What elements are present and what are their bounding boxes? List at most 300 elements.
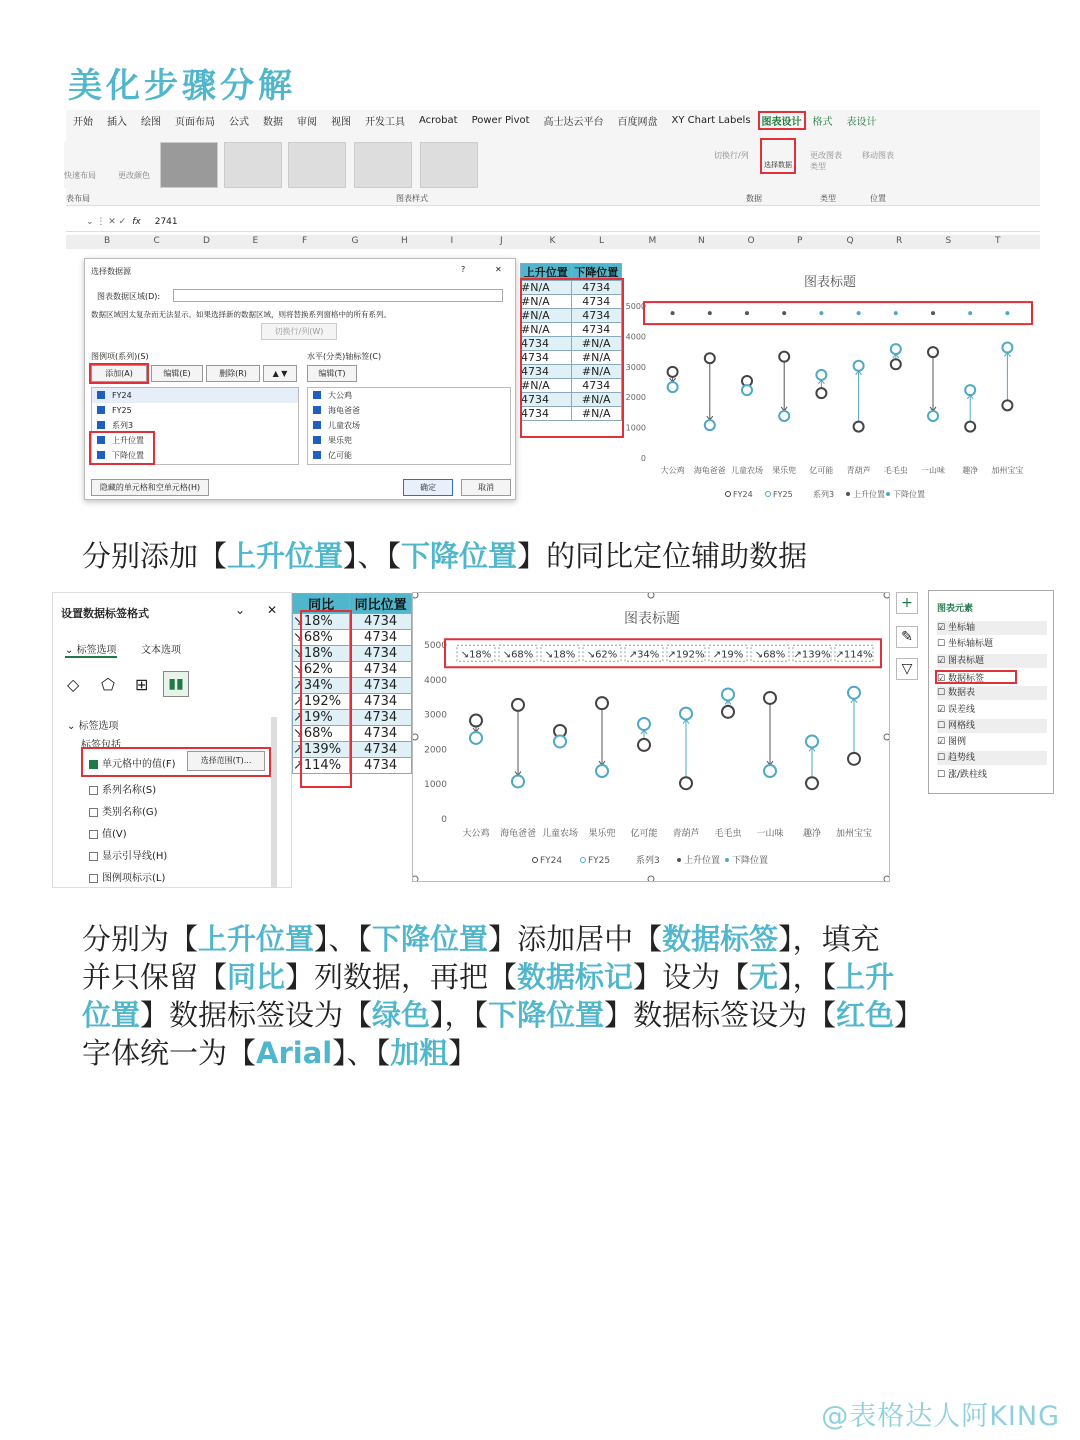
table-cell[interactable]: #N/A: [521, 281, 572, 295]
fy24-point[interactable]: [638, 739, 650, 751]
caption-1: 分别添加【上升位置】、【下降位置】的同比定位辅助数据: [82, 539, 808, 573]
caption-segment: 绿色: [372, 998, 431, 1032]
ribbon-tabs: [66, 110, 1040, 130]
column-header[interactable]: R: [896, 236, 903, 246]
y-tick-label: 1000: [424, 780, 447, 791]
caption-segment: 下降位置: [488, 998, 605, 1032]
fy24-point[interactable]: [965, 422, 975, 432]
x-tick-label: 果乐兜: [588, 829, 616, 839]
checkbox-icon[interactable]: ☐: [937, 639, 948, 650]
chevron-down-icon[interactable]: ⌄: [235, 603, 246, 617]
help-icon[interactable]: ?: [461, 265, 466, 274]
series-item[interactable]: 下降位置: [92, 448, 298, 463]
checkbox-icon[interactable]: [89, 830, 98, 839]
table-header: 上升位置: [521, 264, 572, 281]
table-cell[interactable]: ↗34%: [293, 678, 350, 694]
table-cell[interactable]: 4734: [521, 393, 572, 407]
table-cell[interactable]: #N/A: [571, 393, 622, 407]
column-header[interactable]: O: [747, 236, 755, 246]
legend-item[interactable]: 下降位置: [893, 490, 925, 499]
table-cell[interactable]: ↘68%: [293, 630, 350, 646]
table-cell[interactable]: #N/A: [521, 309, 572, 323]
category-item[interactable]: 海龟爸爸: [308, 403, 510, 418]
fy25-point[interactable]: [779, 411, 789, 421]
label-option-checkbox[interactable]: [89, 847, 167, 862]
yoy-data-label[interactable]: ↗114%: [835, 649, 873, 661]
close-icon[interactable]: ✕: [495, 265, 502, 274]
fy25-point[interactable]: [764, 765, 776, 777]
label-option-text: 值(V): [102, 829, 127, 840]
table-cell[interactable]: 4734: [350, 662, 412, 678]
table-cell[interactable]: #N/A: [521, 323, 572, 337]
chart-style-1[interactable]: [160, 142, 218, 188]
resize-handle[interactable]: [884, 734, 890, 740]
category-item[interactable]: 大公鸡: [308, 388, 510, 403]
ribbon-tab[interactable]: 审阅: [297, 116, 317, 128]
effects-icon[interactable]: ⬠: [101, 675, 115, 694]
column-header[interactable]: N: [698, 236, 705, 246]
select-data-button[interactable]: 选择数据: [760, 138, 796, 174]
fy24-point[interactable]: [596, 697, 608, 709]
y-tick-label: 5000: [625, 302, 646, 311]
checkbox-icon[interactable]: [89, 786, 98, 795]
chart-title[interactable]: 图表标题: [803, 275, 857, 290]
table-cell[interactable]: ↘18%: [293, 614, 350, 630]
caption-line: [82, 1034, 1062, 1072]
label-contains: 标签包括: [81, 740, 121, 751]
table-cell[interactable]: #N/A: [571, 351, 622, 365]
down-position-point[interactable]: [708, 311, 712, 315]
chart-title[interactable]: 图表标题: [624, 611, 680, 627]
chart-element-item[interactable]: [935, 670, 1017, 684]
fy25-point[interactable]: [848, 687, 860, 699]
series-item[interactable]: FY24: [92, 388, 298, 403]
caption-segment: 上升: [836, 960, 895, 994]
caption-2: [82, 920, 1062, 1072]
fy24-point[interactable]: [779, 352, 789, 362]
table-cell[interactable]: ↘62%: [293, 662, 350, 678]
switch-row-col-button[interactable]: 切换行/列(W): [261, 323, 337, 340]
ribbon-tab[interactable]: 页面布局: [175, 116, 215, 128]
checkbox-checked-icon[interactable]: ☑: [937, 737, 948, 748]
chart-2[interactable]: [412, 592, 890, 882]
group-label-data: 数据: [746, 194, 762, 203]
down-position-point[interactable]: [671, 311, 675, 315]
legend-marker: [677, 858, 681, 862]
up-position-point[interactable]: [857, 311, 861, 315]
column-header[interactable]: J: [500, 236, 503, 246]
table-header: 同比: [293, 594, 350, 614]
fy24-point[interactable]: [1002, 400, 1012, 410]
legend-item[interactable]: 下降位置: [732, 856, 769, 866]
legend-marker: [533, 858, 538, 863]
hidden-cells-button[interactable]: 隐藏的单元格和空单元格(H): [91, 479, 209, 496]
delete-series-button[interactable]: 删除(R): [206, 365, 260, 382]
yoy-data-label[interactable]: ↘68%: [754, 649, 786, 661]
legend-item[interactable]: FY24: [733, 490, 753, 499]
checkbox-icon[interactable]: ☐: [937, 720, 948, 731]
change-colors-button[interactable]: 更改颜色: [118, 142, 158, 188]
fy24-point[interactable]: [848, 753, 860, 765]
y-tick-label: 3000: [424, 710, 447, 721]
x-tick-label: 儿童农场: [731, 466, 763, 475]
ribbon-tab[interactable]: XY Chart Labels: [671, 114, 751, 126]
fy24-point[interactable]: [470, 715, 482, 727]
chart-styles-brush-icon[interactable]: ✎: [896, 626, 918, 648]
table-cell[interactable]: 4734: [521, 351, 572, 365]
fy24-point[interactable]: [512, 699, 524, 711]
aux-table-1: [520, 263, 622, 421]
caption-segment: 】列数据，再把【: [285, 960, 518, 994]
column-header[interactable]: E: [252, 236, 259, 246]
ok-button[interactable]: 确定: [403, 479, 453, 496]
fy24-point[interactable]: [668, 367, 678, 377]
caption-segment: 下降位置: [372, 922, 489, 956]
cancel-button[interactable]: 取消: [461, 479, 511, 496]
select-range-button[interactable]: 选择范围(T)...: [187, 751, 265, 771]
x-tick-label: 毛毛虫: [714, 829, 742, 839]
up-position-point[interactable]: [894, 311, 898, 315]
fy25-point[interactable]: [1002, 343, 1012, 353]
excel-ribbon: [66, 110, 1040, 206]
chart-style-2[interactable]: [224, 142, 282, 188]
highlight-add: [89, 363, 149, 384]
caption-segment: 位置: [82, 998, 141, 1032]
down-position-point[interactable]: [931, 311, 935, 315]
yoy-data-label[interactable]: ↘18%: [460, 649, 492, 661]
close-icon[interactable]: ✕: [267, 603, 278, 617]
label-option-checkbox[interactable]: [89, 803, 158, 818]
legend-item[interactable]: 系列3: [813, 490, 835, 499]
chart-element-label: 网格线: [947, 720, 975, 731]
table-cell[interactable]: 4734: [350, 614, 412, 630]
chart-filter-icon[interactable]: ▽: [896, 658, 918, 680]
label-option-text: 图例项标示(L): [102, 873, 166, 884]
resize-handle[interactable]: [884, 876, 890, 882]
resize-handle[interactable]: [412, 876, 418, 882]
legend-item[interactable]: FY25: [773, 490, 793, 499]
resize-handle[interactable]: [412, 592, 418, 598]
table-cell[interactable]: 4734: [350, 646, 412, 662]
table-cell[interactable]: #N/A: [571, 337, 622, 351]
checkbox-checked-icon[interactable]: ☑: [937, 623, 948, 633]
y-tick-label: 2000: [625, 393, 646, 403]
ribbon-tab[interactable]: Power Pivot: [471, 114, 530, 126]
fy25-point[interactable]: [470, 732, 482, 744]
table-cell[interactable]: 4734: [350, 630, 412, 646]
x-tick-label: 果乐兜: [772, 466, 797, 475]
switch-row-col-button[interactable]: 切换行/列: [714, 151, 749, 160]
ribbon-tab[interactable]: 高士达云平台: [543, 116, 604, 128]
legend-item[interactable]: 上升位置: [684, 856, 721, 866]
table-cell[interactable]: #N/A: [571, 365, 622, 379]
table-cell[interactable]: ↘68%: [293, 726, 350, 742]
chart-element-label: 图表标题: [947, 655, 984, 666]
quick-layout-button[interactable]: 快速布局: [64, 142, 114, 188]
fy25-point[interactable]: [668, 382, 678, 392]
chart-style-3[interactable]: [288, 142, 346, 188]
fy24-point[interactable]: [854, 422, 864, 432]
column-header[interactable]: P: [797, 236, 803, 246]
fy25-point[interactable]: [891, 344, 901, 354]
up-position-point[interactable]: [819, 311, 823, 315]
fy24-point[interactable]: [722, 706, 734, 718]
range-input[interactable]: [173, 289, 503, 302]
fy24-point[interactable]: [816, 388, 826, 398]
column-header[interactable]: M: [648, 236, 657, 246]
fy25-point[interactable]: [705, 420, 715, 430]
x-tick-label: 一山味: [756, 829, 784, 839]
caption-segment: 】: [894, 998, 924, 1032]
tab-text-options[interactable]: 文本选项: [141, 645, 181, 656]
fy25-point[interactable]: [512, 775, 524, 787]
value-from-cells-checkbox[interactable]: 单元格中的值(F): [89, 755, 176, 770]
fy25-point[interactable]: [816, 370, 826, 380]
table-cell[interactable]: 4734: [521, 337, 572, 351]
label-option-text: 类别名称(G): [102, 807, 158, 818]
fy25-point[interactable]: [554, 735, 566, 747]
caption-segment: 红色: [836, 998, 895, 1032]
fy24-point[interactable]: [680, 777, 692, 789]
chart-element-item[interactable]: [937, 751, 1047, 765]
caption-segment: 】，填充: [778, 922, 880, 956]
size-icon[interactable]: ⊞: [135, 675, 149, 694]
table-cell[interactable]: 4734: [571, 309, 622, 323]
y-tick-label: 3000: [625, 362, 646, 372]
x-tick-label: 一山味: [921, 466, 945, 475]
category-item[interactable]: 儿童农场: [308, 418, 510, 433]
yoy-data-label[interactable]: ↘18%: [544, 649, 576, 661]
label-options-icon[interactable]: ▮▮: [163, 671, 189, 697]
x-tick-label: 海龟爸爸: [693, 466, 726, 475]
resize-handle[interactable]: [412, 734, 418, 740]
table-cell[interactable]: 4734: [350, 742, 412, 758]
ribbon-tab[interactable]: 视图: [331, 116, 351, 128]
table-cell[interactable]: ↘18%: [293, 646, 350, 662]
highlight-aux-table-1: [520, 278, 624, 438]
ribbon-tab[interactable]: 表设计: [846, 116, 877, 128]
column-header[interactable]: L: [599, 236, 605, 246]
chart-element-item[interactable]: [937, 735, 1047, 749]
legend-item[interactable]: FY24: [540, 856, 563, 866]
column-header[interactable]: H: [401, 236, 408, 246]
table-cell[interactable]: 4734: [571, 281, 622, 295]
y-tick-label: 4000: [424, 675, 447, 686]
ribbon-tab[interactable]: Acrobat: [419, 114, 458, 126]
fy25-point[interactable]: [722, 688, 734, 700]
checkbox-icon[interactable]: ☐: [937, 688, 948, 699]
chart-element-item[interactable]: [937, 637, 1047, 651]
chart-element-item[interactable]: [937, 719, 1047, 733]
up-position-point[interactable]: [1005, 311, 1009, 315]
label-option-checkbox[interactable]: [89, 869, 165, 884]
table-cell[interactable]: 4734: [350, 694, 412, 710]
move-series-buttons[interactable]: ▲ ▼: [263, 365, 297, 382]
ribbon-tab[interactable]: 开发工具: [365, 116, 405, 128]
column-header[interactable]: S: [945, 236, 952, 246]
change-chart-type-button[interactable]: 更改图表类型: [810, 151, 842, 171]
chart-element-item[interactable]: [937, 621, 1047, 635]
yoy-data-label[interactable]: ↘62%: [586, 649, 618, 661]
tab-label-options[interactable]: ⌄ 标签选项: [65, 641, 117, 658]
section-label-options[interactable]: ⌄ 标签选项: [67, 721, 119, 732]
resize-handle[interactable]: [648, 592, 654, 598]
chart-elements-title: 图表元素: [937, 604, 974, 614]
table-cell[interactable]: 4734: [521, 365, 572, 379]
edit-axis-button[interactable]: 编辑(T): [307, 365, 357, 382]
table-cell[interactable]: ↗139%: [293, 742, 350, 758]
caption-segment: 分别为【: [82, 922, 199, 956]
up-position-point[interactable]: [968, 311, 972, 315]
fy25-point[interactable]: [928, 411, 938, 421]
column-header[interactable]: Q: [846, 236, 854, 246]
legend-item[interactable]: 上升位置: [853, 490, 885, 499]
fy24-point[interactable]: [891, 359, 901, 369]
fy25-point[interactable]: [742, 385, 752, 395]
chart-element-item[interactable]: [937, 768, 1047, 782]
dialog-note: 数据区域因太复杂而无法显示。如果选择新的数据区域，则将替换系列窗格中的所有系列。: [91, 310, 391, 319]
checkbox-icon[interactable]: [89, 852, 98, 861]
table-cell[interactable]: #N/A: [571, 407, 622, 421]
yoy-data-label[interactable]: ↘68%: [502, 649, 534, 661]
ribbon-tab[interactable]: 绘图: [141, 116, 161, 128]
y-tick-label: 2000: [424, 745, 447, 756]
fy24-point[interactable]: [705, 353, 715, 363]
fy25-point[interactable]: [806, 735, 818, 747]
move-chart-button[interactable]: 移动图表: [862, 151, 894, 160]
legend-marker: [581, 858, 586, 863]
ribbon-tab[interactable]: 插入: [107, 116, 127, 128]
chart-element-label: 坐标轴: [947, 623, 975, 633]
formula-input[interactable]: 2741: [154, 216, 178, 227]
ribbon-tab[interactable]: 公式: [229, 116, 249, 128]
table-cell[interactable]: 4734: [350, 726, 412, 742]
fy24-point[interactable]: [764, 692, 776, 704]
checkbox-checked-icon[interactable]: ☑: [937, 673, 948, 684]
checkbox-icon[interactable]: [89, 874, 98, 883]
ribbon-tab[interactable]: 数据: [263, 116, 283, 128]
label-option-checkbox[interactable]: [89, 825, 127, 840]
group-label-position: 位置: [870, 194, 886, 203]
scrollbar[interactable]: [271, 717, 277, 887]
caption-segment: 数据标签: [662, 922, 779, 956]
caption-segment: 】，【: [778, 960, 837, 994]
category-item[interactable]: 果乐兜: [308, 433, 510, 448]
fy25-point[interactable]: [854, 361, 864, 371]
chart-style-4[interactable]: [354, 142, 412, 188]
x-tick-label: 青葫芦: [672, 829, 700, 839]
chart-1[interactable]: [624, 262, 1036, 504]
checkbox-icon[interactable]: ☐: [937, 769, 948, 780]
legend-item[interactable]: 系列3: [636, 856, 660, 866]
yoy-data-label[interactable]: ↗192%: [667, 649, 705, 661]
edit-series-button[interactable]: 编辑(E): [151, 365, 203, 382]
table-cell[interactable]: ↗19%: [293, 710, 350, 726]
series-item[interactable]: FY25: [92, 403, 298, 418]
caption-segment: 字体统一为【: [82, 1036, 257, 1070]
table-cell[interactable]: 4734: [350, 678, 412, 694]
checkbox-icon[interactable]: ☐: [937, 753, 948, 764]
fy25-point[interactable]: [680, 708, 692, 720]
table-cell[interactable]: 4734: [571, 323, 622, 337]
chart-element-label: 图例: [947, 737, 966, 748]
aux-table-2: [292, 593, 412, 774]
table-cell[interactable]: ↗192%: [293, 694, 350, 710]
ribbon-tab[interactable]: 百度网盘: [617, 116, 658, 128]
add-element-icon[interactable]: +: [896, 592, 918, 614]
category-item[interactable]: 亿可能: [308, 448, 510, 463]
column-header[interactable]: C: [153, 236, 160, 246]
caption-line: [82, 996, 1062, 1034]
yoy-data-label[interactable]: ↗19%: [712, 649, 744, 661]
table-cell[interactable]: #N/A: [521, 295, 572, 309]
fy24-point[interactable]: [928, 347, 938, 357]
series-item[interactable]: 系列3: [92, 418, 298, 433]
chart-element-item[interactable]: [937, 686, 1047, 700]
table-cell[interactable]: 4734: [350, 710, 412, 726]
fx-icon: fx: [132, 216, 141, 227]
checkbox-checked-icon[interactable]: ☑: [937, 655, 948, 666]
checkbox-icon[interactable]: [89, 808, 98, 817]
column-header[interactable]: T: [995, 236, 1001, 246]
fy25-point[interactable]: [596, 765, 608, 777]
table-cell[interactable]: 4734: [571, 379, 622, 393]
column-header[interactable]: I: [450, 236, 454, 246]
dialog-title: 选择数据源: [91, 267, 131, 276]
fill-icon[interactable]: ◇: [67, 675, 80, 694]
ribbon-tab[interactable]: 开始: [73, 116, 93, 128]
x-tick-label: 趣净: [802, 829, 822, 839]
category-list[interactable]: [307, 387, 511, 465]
label-option-checkbox[interactable]: [89, 781, 156, 796]
add-series-button[interactable]: 添加(A): [91, 365, 147, 382]
table-cell[interactable]: 4734: [521, 407, 572, 421]
fy24-point[interactable]: [806, 777, 818, 789]
caption-segment: 】，【: [430, 998, 489, 1032]
yoy-data-label[interactable]: ↗139%: [793, 649, 831, 661]
y-tick-label: 4000: [625, 332, 646, 342]
column-header[interactable]: D: [203, 236, 210, 246]
ribbon-tab[interactable]: 图表设计: [758, 111, 806, 130]
ribbon-tab[interactable]: 格式: [812, 116, 833, 128]
column-header[interactable]: F: [302, 236, 308, 246]
series-item[interactable]: 上升位置: [92, 433, 298, 448]
highlight-value-from-cells: [81, 747, 271, 777]
table-cell[interactable]: #N/A: [521, 379, 572, 393]
caption-segment: 同比: [227, 960, 286, 994]
chart-element-item[interactable]: [937, 703, 1047, 717]
column-header[interactable]: B: [104, 236, 111, 246]
down-position-point[interactable]: [745, 311, 749, 315]
resize-handle[interactable]: [884, 592, 890, 598]
legend-item[interactable]: FY25: [588, 856, 611, 866]
resize-handle[interactable]: [648, 876, 654, 882]
table-cell[interactable]: 4734: [571, 295, 622, 309]
checkbox-checked-icon[interactable]: ☑: [937, 704, 948, 715]
table-cell[interactable]: ↗114%: [293, 758, 350, 774]
down-position-point[interactable]: [782, 311, 786, 315]
column-header[interactable]: K: [549, 236, 556, 246]
fy25-point[interactable]: [638, 718, 650, 730]
table-cell[interactable]: 4734: [350, 758, 412, 774]
column-header[interactable]: G: [351, 236, 359, 246]
yoy-data-label[interactable]: ↗34%: [628, 649, 660, 661]
chart-style-5[interactable]: [420, 142, 478, 188]
x-tick-label: 儿童农场: [541, 829, 579, 839]
caption-segment: 】、【: [314, 922, 373, 956]
fy25-point[interactable]: [965, 385, 975, 395]
chart-element-item[interactable]: [937, 654, 1047, 668]
